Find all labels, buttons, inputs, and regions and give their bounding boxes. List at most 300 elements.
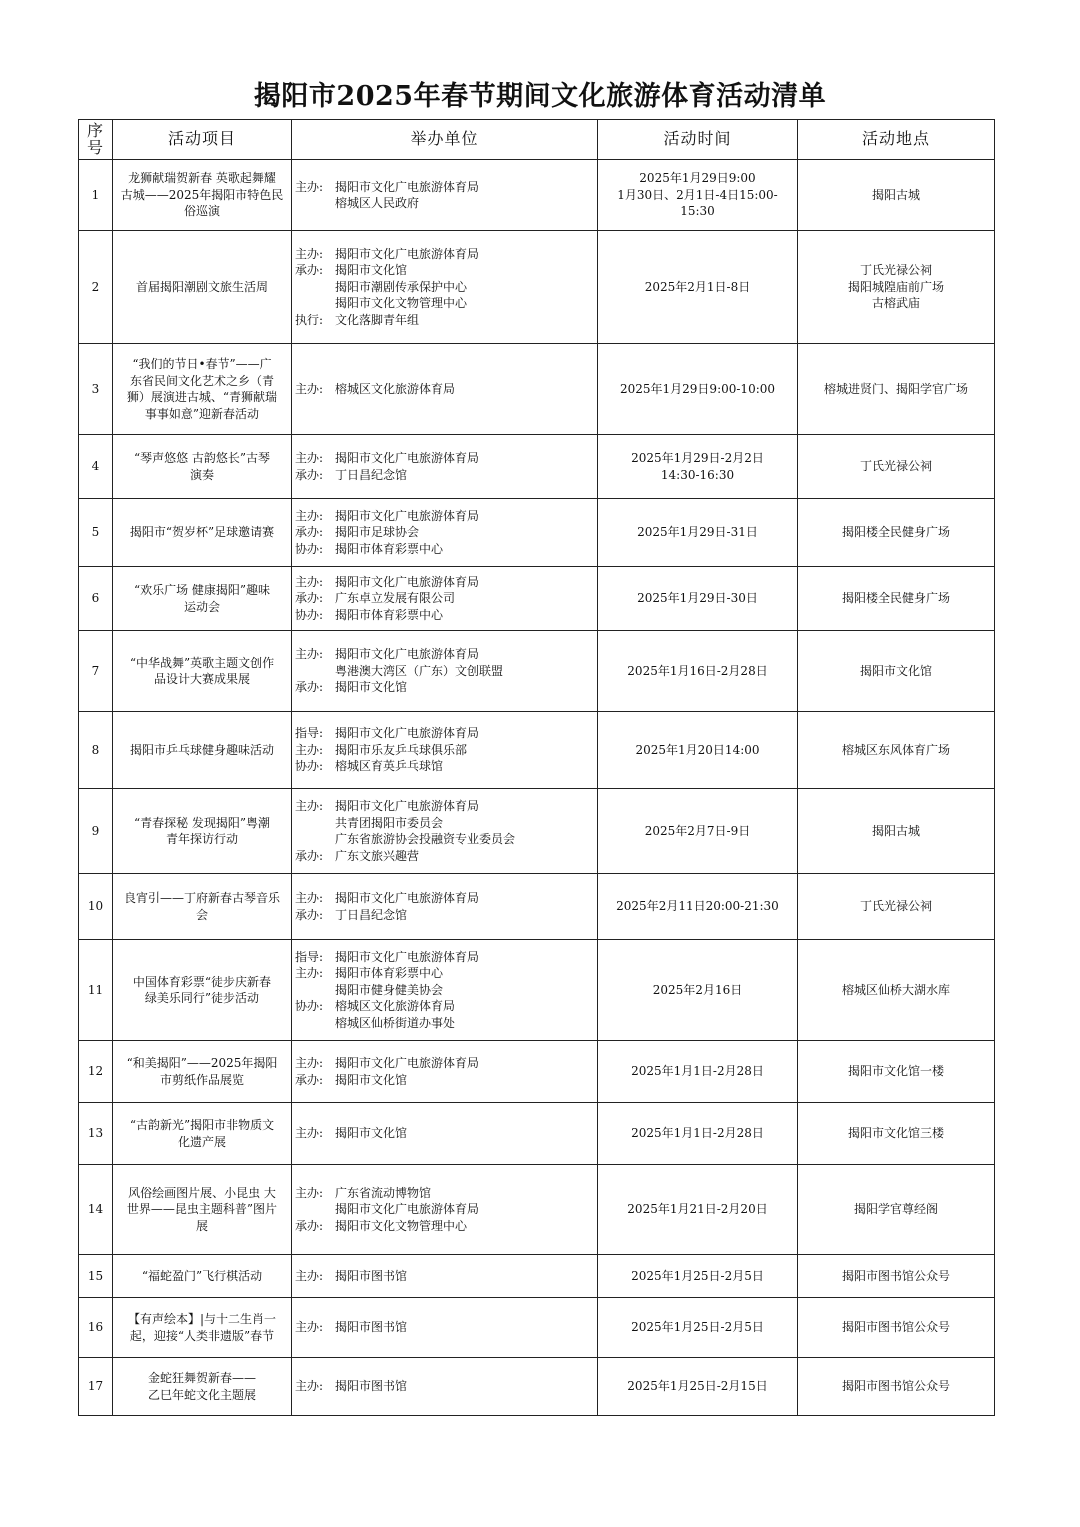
row-number: 13: [79, 1103, 113, 1165]
activity-place: [798, 940, 995, 1041]
organizer-role: 协办:: [295, 999, 324, 1014]
activity-time-line: 2025年2月16日: [652, 982, 743, 997]
organizer-line: [295, 295, 594, 312]
organizer-role: 主办:: [295, 966, 324, 981]
activity-time-line: 2025年1月1日-2月28日: [631, 1126, 764, 1141]
organizer-line: [295, 574, 594, 591]
activity-time-line: 2025年1月16日-2月28日: [627, 663, 768, 678]
activity-name-line: 【有声绘本】|与十二生肖一: [127, 1312, 277, 1326]
organizer-name: 广东省流动博物馆: [335, 1185, 432, 1200]
activity-name-line: 东省民间文化艺术之乡（青: [129, 373, 274, 388]
organizer-line: [295, 262, 594, 279]
row-number: 16: [79, 1298, 113, 1358]
organizer-role: 承办:: [295, 525, 324, 540]
organizer-name: 揭阳市乐友乒乓球俱乐部: [335, 742, 468, 757]
organizer-line: [295, 467, 594, 484]
activity-place: [798, 344, 995, 435]
activity-time-line: 2025年2月1日-8日: [644, 279, 751, 294]
organizer-line: [295, 1319, 594, 1336]
organizer-line: [295, 524, 594, 541]
organizer-name: 揭阳市健身健美协会: [335, 982, 444, 997]
organizer-name: 揭阳市文化广电旅游体育局: [335, 179, 480, 194]
activity-name-line: 良宵引——丁府新春古琴音乐: [123, 891, 280, 905]
organizer-cell: [292, 499, 598, 567]
table-row: [79, 1298, 995, 1358]
activity-name-line: 乙巳年蛇文化主题展: [147, 1387, 256, 1402]
activity-time: [598, 1165, 798, 1255]
organizer-role: 承办:: [295, 680, 324, 695]
organizer-role: 主办:: [295, 246, 324, 261]
row-number: 7: [79, 631, 113, 712]
activity-place: [798, 499, 995, 567]
organizer-line: [295, 1218, 594, 1235]
organizer-line: [295, 195, 594, 212]
activity-name: [113, 1298, 292, 1358]
row-number: 2: [79, 231, 113, 344]
activity-time: [598, 631, 798, 712]
organizer-name: 榕城区仙桥街道办事处: [335, 1015, 456, 1030]
organizer-role: 主办:: [295, 508, 324, 523]
activity-name-line: “和美揭阳”——2025年揭阳: [126, 1056, 278, 1070]
activity-name-line: 首届揭阳潮剧文旅生活周: [135, 279, 268, 294]
activity-name-line: 龙狮献瑞贺新春 英歌起舞耀: [128, 171, 276, 186]
activity-time: [598, 435, 798, 499]
organizer-name: 揭阳市文化广电旅游体育局: [335, 1202, 480, 1217]
organizer-cell: [292, 789, 598, 874]
activity-name: [113, 1041, 292, 1103]
activity-place-line: 丁氏光禄公祠: [859, 899, 932, 914]
activity-place: [798, 712, 995, 789]
organizer-name: 揭阳市潮剧传承保护中心: [335, 279, 468, 294]
organizer-role: 主办:: [295, 179, 324, 194]
organizer-role: 主办:: [295, 381, 324, 396]
organizer-name: 揭阳市文化馆: [335, 1126, 408, 1141]
header-organizer: 举办单位: [292, 120, 598, 160]
organizer-cell: [292, 631, 598, 712]
activity-time-line: 14:30-16:30: [660, 467, 735, 482]
organizer-cell: [292, 1298, 598, 1358]
organizer-cell: [292, 344, 598, 435]
organizer-name: 揭阳市文化广电旅游体育局: [335, 246, 480, 261]
page-title: 揭阳市2025年春节期间文化旅游体育活动清单: [253, 81, 827, 112]
activity-time-line: 2025年1月21日-2月20日: [627, 1202, 768, 1217]
activity-place: [798, 1165, 995, 1255]
organizer-line: [295, 541, 594, 558]
organizer-name: 丁日昌纪念馆: [335, 467, 408, 482]
organizer-name: 揭阳市图书馆: [335, 1320, 408, 1335]
activity-name: [113, 1358, 292, 1416]
row-number: 1: [79, 160, 113, 231]
organizer-line: [295, 1185, 594, 1202]
organizer-cell: [292, 567, 598, 631]
organizer-name: 丁日昌纪念馆: [335, 907, 408, 922]
table-row: [79, 631, 995, 712]
organizer-line: [295, 831, 594, 848]
activity-name-line: 风俗绘画图片展、小昆虫 大: [128, 1185, 276, 1200]
activity-time: [598, 1358, 798, 1416]
activity-name-line: 中国体育彩票“徒步庆新春: [132, 974, 272, 989]
activity-time: [598, 1255, 798, 1298]
row-number: 11: [79, 940, 113, 1041]
organizer-line: [295, 1015, 594, 1032]
activity-place-line: 揭阳市文化馆: [859, 663, 932, 678]
activity-name-line: 运动会: [183, 599, 220, 614]
activity-name-line: “福蛇盈门”飞行棋活动: [141, 1268, 263, 1283]
organizer-name: 揭阳市图书馆: [335, 1379, 408, 1394]
activity-name-line: 会: [195, 907, 208, 922]
organizer-line: [295, 1378, 594, 1395]
activity-time: [598, 789, 798, 874]
activity-name-line: 展: [195, 1218, 208, 1233]
organizer-line: [295, 381, 594, 398]
organizer-name: 文化落脚青年组: [335, 312, 420, 327]
activity-place-line: 揭阳市图书馆公众号: [841, 1320, 950, 1335]
organizer-name: 共青团揭阳市委员会: [335, 815, 444, 830]
header-activity: 活动项目: [113, 120, 292, 160]
organizer-name: 揭阳市文化馆: [335, 680, 408, 695]
organizer-line: [295, 949, 594, 966]
organizer-name: 揭阳市足球协会: [335, 525, 420, 540]
organizer-name: 粤港澳大湾区（广东）文创联盟: [335, 663, 504, 678]
organizer-name: 揭阳市图书馆: [335, 1268, 408, 1283]
organizer-role: 主办:: [295, 1126, 324, 1141]
activity-name-line: 化遗产展: [177, 1134, 226, 1149]
activity-name-line: “欢乐广场 健康揭阳”趣味: [133, 583, 271, 597]
organizer-cell: [292, 1103, 598, 1165]
activity-time-line: 2025年2月7日-9日: [644, 823, 751, 838]
organizer-line: [295, 1201, 594, 1218]
organizer-line: [295, 982, 594, 999]
activity-place-line: 揭阳学官尊经阁: [853, 1202, 938, 1217]
activity-name-line: 市剪纸作品展览: [159, 1072, 244, 1087]
organizer-name: 广东文旅兴趣营: [335, 848, 420, 863]
organizer-name: 揭阳市文化广电旅游体育局: [335, 726, 480, 741]
table-row: [79, 874, 995, 940]
organizer-role: 承办:: [295, 1072, 324, 1087]
organizer-cell: [292, 231, 598, 344]
row-number: 14: [79, 1165, 113, 1255]
organizer-line: [295, 742, 594, 759]
organizer-name: 揭阳市文化馆: [335, 1072, 408, 1087]
activity-name-line: 狮）展演进古城、“青狮献瑞: [126, 390, 278, 404]
header-time: 活动时间: [598, 120, 798, 160]
organizer-cell: [292, 435, 598, 499]
organizer-cell: [292, 1041, 598, 1103]
organizer-name: 揭阳市文化广电旅游体育局: [335, 891, 480, 905]
organizer-role: 主办:: [295, 574, 324, 589]
organizer-role: 承办:: [295, 907, 324, 922]
organizer-role: 主办:: [295, 1185, 324, 1200]
activity-time: [598, 160, 798, 231]
organizer-line: [295, 1268, 594, 1285]
activity-name-line: 品设计大赛成果展: [153, 672, 250, 686]
activity-name-line: 揭阳市乒乓球健身趣味活动: [129, 742, 274, 757]
organizer-line: [295, 279, 594, 296]
row-number: 9: [79, 789, 113, 874]
organizer-role: 主办:: [295, 1379, 324, 1394]
row-number: 17: [79, 1358, 113, 1416]
activity-name-line: “中华战舞”英歌主题文创作: [129, 655, 275, 670]
organizer-line: [295, 312, 594, 329]
activity-name: [113, 567, 292, 631]
table-row: [79, 1255, 995, 1298]
activity-place: [798, 567, 995, 631]
activity-time: [598, 1103, 798, 1165]
activity-time: [598, 1041, 798, 1103]
table-row: [79, 1103, 995, 1165]
organizer-line: [295, 607, 594, 624]
activity-time-line: 2025年1月29日9:00-10:00: [619, 381, 776, 396]
activity-place-line: 揭阳市文化馆一楼: [847, 1064, 944, 1079]
activity-time: [598, 567, 798, 631]
organizer-line: [295, 815, 594, 832]
activity-time: [598, 231, 798, 344]
organizer-line: [295, 1125, 594, 1142]
organizer-line: [295, 1055, 594, 1072]
table-row: [79, 435, 995, 499]
organizer-line: [295, 590, 594, 607]
activity-time-line: 2025年1月20日14:00: [635, 742, 760, 757]
organizer-name: 揭阳市文化广电旅游体育局: [335, 949, 480, 964]
organizer-name: 揭阳市文化广电旅游体育局: [335, 451, 480, 465]
activity-place-line: 揭阳楼全民健身广场: [841, 525, 950, 540]
row-number: 8: [79, 712, 113, 789]
table-row: [79, 789, 995, 874]
row-number: 6: [79, 567, 113, 631]
row-number: 12: [79, 1041, 113, 1103]
organizer-line: [295, 965, 594, 982]
organizer-line: [295, 798, 594, 815]
activity-name-line: “青春探秘 发现揭阳”粤潮: [133, 815, 271, 830]
organizer-name: 榕城区文化旅游体育局: [335, 381, 456, 396]
activity-name: [113, 499, 292, 567]
organizer-role: 主办:: [295, 1268, 324, 1283]
activity-time-line: 2025年1月29日-2月2日: [631, 451, 764, 465]
table-row: [79, 940, 995, 1041]
organizer-line: [295, 663, 594, 680]
table-row: [79, 712, 995, 789]
activity-name-line: “古韵新光”揭阳市非物质文: [129, 1118, 275, 1132]
activity-name-line: “琴声悠悠 古韵悠长”古琴: [133, 451, 271, 465]
organizer-role: 执行:: [295, 312, 324, 327]
activity-time-line: 2025年1月25日-2月15日: [627, 1379, 768, 1394]
row-number: 15: [79, 1255, 113, 1298]
activity-name: [113, 940, 292, 1041]
activity-place: [798, 435, 995, 499]
activity-place-line: 揭阳市图书馆公众号: [841, 1268, 950, 1283]
activity-time-line: 2025年1月29日9:00: [639, 171, 756, 186]
activity-name: [113, 1103, 292, 1165]
organizer-role: 承办:: [295, 467, 324, 482]
activity-name: [113, 160, 292, 231]
organizer-name: 揭阳市文化文物管理中心: [335, 1218, 468, 1233]
activity-place-line: 古榕武庙: [871, 296, 920, 311]
header-place: 活动地点: [798, 120, 995, 160]
organizer-role: 协办:: [295, 607, 324, 622]
organizer-name: 揭阳市文化广电旅游体育局: [335, 799, 480, 813]
activity-time: [598, 712, 798, 789]
organizer-role: 协办:: [295, 759, 324, 774]
organizer-role: 承办:: [295, 591, 324, 606]
organizer-name: 揭阳市文化文物管理中心: [335, 296, 468, 311]
activity-time: [598, 499, 798, 567]
activity-name-line: 金蛇狂舞贺新春——: [147, 1371, 256, 1385]
organizer-role: 指导:: [295, 949, 324, 964]
activity-time: [598, 874, 798, 940]
table-row: [79, 344, 995, 435]
activity-name-line: 俗巡演: [183, 204, 220, 219]
table-row: [79, 1358, 995, 1416]
organizer-line: [295, 1072, 594, 1089]
table-row: [79, 567, 995, 631]
activity-time-line: 2025年1月29日-31日: [637, 525, 758, 540]
organizer-name: 揭阳市体育彩票中心: [335, 966, 444, 981]
activity-place: [798, 789, 995, 874]
activity-name-line: 世界——昆虫主题科普”图片: [126, 1202, 278, 1217]
activity-place-line: 榕城区仙桥大湖水库: [841, 982, 950, 997]
activity-name: [113, 344, 292, 435]
activity-place: [798, 631, 995, 712]
organizer-name: 榕城区文化旅游体育局: [335, 999, 456, 1014]
organizer-cell: [292, 712, 598, 789]
activity-name-line: 事事如意”迎新春活动: [144, 406, 260, 421]
activity-time-line: 2025年1月1日-2月28日: [631, 1064, 764, 1079]
organizer-name: 揭阳市文化广电旅游体育局: [335, 1056, 480, 1070]
organizer-line: [295, 246, 594, 263]
activity-name-line: 古城——2025年揭阳市特色民: [120, 187, 284, 202]
activity-place: [798, 160, 995, 231]
activity-time-line: 2025年2月11日20:00-21:30: [616, 899, 779, 914]
activity-time-line: 2025年1月29日-30日: [637, 591, 758, 606]
organizer-cell: [292, 1165, 598, 1255]
organizer-name: 广东卓立发展有限公司: [335, 591, 456, 606]
organizer-role: 主办:: [295, 742, 324, 757]
activity-name-line: “我们的节日•春节”——广: [132, 357, 272, 371]
activity-name: [113, 1165, 292, 1255]
activity-place-line: 揭阳市图书馆公众号: [841, 1379, 950, 1394]
activity-place: [798, 1255, 995, 1298]
activity-place-line: 揭阳楼全民健身广场: [841, 591, 950, 606]
activity-place: [798, 1298, 995, 1358]
activity-name: [113, 435, 292, 499]
organizer-cell: [292, 160, 598, 231]
row-number: 4: [79, 435, 113, 499]
activity-place-line: 丁氏光禄公祠: [859, 459, 932, 474]
organizer-name: 揭阳市文化馆: [335, 263, 408, 278]
organizer-role: 指导:: [295, 726, 324, 741]
activity-place: [798, 1103, 995, 1165]
organizer-name: 揭阳市文化广电旅游体育局: [335, 508, 480, 523]
header-no: 序号: [79, 120, 113, 160]
organizer-role: 主办:: [295, 1320, 324, 1335]
activity-name-line: 绿美乐同行”徒步活动: [144, 991, 260, 1005]
organizer-cell: [292, 874, 598, 940]
organizer-line: [295, 179, 594, 196]
organizer-line: [295, 848, 594, 865]
organizer-role: 协办:: [295, 541, 324, 556]
activity-table: [78, 119, 995, 1416]
organizer-line: [295, 450, 594, 467]
organizer-role: 主办:: [295, 799, 324, 813]
organizer-role: 主办:: [295, 1056, 324, 1070]
activity-name: [113, 631, 292, 712]
table-row: [79, 499, 995, 567]
activity-place-line: 丁氏光禄公祠: [859, 263, 932, 278]
table-header-row: [79, 120, 995, 160]
table-row: [79, 1165, 995, 1255]
organizer-role: 主办:: [295, 891, 324, 905]
organizer-line: [295, 679, 594, 696]
activity-time-line: 1月30日、2月1日-4日15:00-: [617, 187, 778, 202]
table-row: [79, 160, 995, 231]
table-row: [79, 231, 995, 344]
organizer-name: 揭阳市文化广电旅游体育局: [335, 574, 480, 589]
organizer-line: [295, 758, 594, 775]
activity-time-line: 2025年1月25日-2月5日: [631, 1320, 764, 1335]
organizer-line: [295, 508, 594, 525]
organizer-role: 承办:: [295, 263, 324, 278]
organizer-name: 广东省旅游协会投融资专业委员会: [335, 832, 516, 846]
organizer-line: [295, 998, 594, 1015]
activity-name-line: 起，迎接“人类非遗版”春节: [129, 1328, 275, 1343]
organizer-name: 揭阳市文化广电旅游体育局: [335, 647, 480, 662]
organizer-cell: [292, 940, 598, 1041]
activity-name: [113, 789, 292, 874]
activity-place-line: 揭阳市文化馆三楼: [847, 1126, 944, 1141]
organizer-line: [295, 890, 594, 907]
organizer-role: 承办:: [295, 1218, 324, 1233]
table-row: [79, 1041, 995, 1103]
activity-name: [113, 712, 292, 789]
organizer-name: 揭阳市体育彩票中心: [335, 607, 444, 622]
organizer-name: 榕城区人民政府: [335, 196, 420, 210]
organizer-name: 揭阳市体育彩票中心: [335, 541, 444, 556]
organizer-role: 主办:: [295, 451, 324, 465]
activity-place-line: 揭阳古城: [871, 187, 920, 202]
activity-name-line: 青年探访行动: [165, 832, 238, 846]
activity-time: [598, 1298, 798, 1358]
activity-place: [798, 874, 995, 940]
activity-time: [598, 940, 798, 1041]
organizer-role: 承办:: [295, 848, 324, 863]
activity-name: [113, 874, 292, 940]
activity-name-line: 演奏: [189, 467, 214, 482]
row-number: 5: [79, 499, 113, 567]
organizer-line: [295, 646, 594, 663]
activity-place: [798, 1041, 995, 1103]
activity-name-line: 揭阳市“贺岁杯”足球邀请赛: [129, 525, 275, 540]
activity-place: [798, 1358, 995, 1416]
organizer-role: 主办:: [295, 647, 324, 662]
activity-place-line: 揭阳城隍庙前广场: [847, 279, 944, 294]
row-number: 10: [79, 874, 113, 940]
organizer-line: [295, 725, 594, 742]
organizer-name: 榕城区育英乒乓球馆: [335, 759, 444, 774]
activity-name: [113, 231, 292, 344]
activity-place-line: 榕城进贤门、揭阳学官广场: [823, 381, 968, 396]
activity-time-line: 15:30: [680, 204, 715, 219]
organizer-line: [295, 907, 594, 924]
organizer-cell: [292, 1358, 598, 1416]
activity-place: [798, 231, 995, 344]
activity-time-line: 2025年1月25日-2月5日: [631, 1268, 764, 1283]
activity-time: [598, 344, 798, 435]
organizer-cell: [292, 1255, 598, 1298]
activity-name: [113, 1255, 292, 1298]
activity-place-line: 揭阳古城: [871, 823, 920, 838]
activity-place-line: 榕城区东风体育广场: [841, 742, 950, 757]
row-number: 3: [79, 344, 113, 435]
